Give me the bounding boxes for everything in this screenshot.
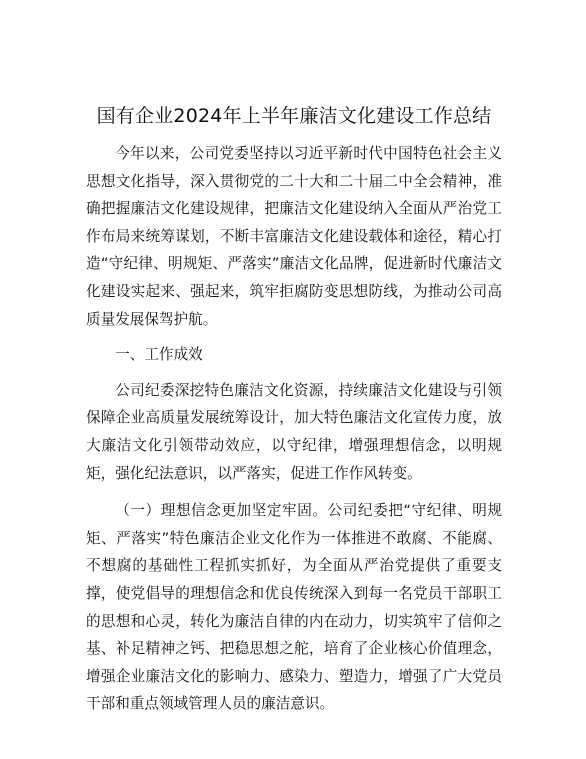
spacer — [86, 369, 502, 377]
document-title: 国有企业2024年上半年廉洁文化建设工作总结 — [96, 105, 492, 127]
subsection-paragraph-ideals: （一）理想信念更加坚定牢固。公司纪委把“守纪律、明规矩、严落实”特色廉洁企业文化作为一体推进不敢腐、不能腐、不想腐的基础性工程抓实抓好，为全面从严治党提供了重要支撑，使党倡导的理想信念和优良传统深入到每一名党员干部职工的思想和心灵，转化为廉洁自律的内在动力，切实筑牢了信仰之基、补足精神之钙、把稳思想之舵，培育了企业核心价值理念，增强企业廉洁文化的影响力、感染力、塑造力，增强了广大党员干部和重点领域管理人员的廉洁意识。 — [86, 502, 502, 713]
spacer — [86, 487, 502, 497]
spacer — [86, 333, 502, 341]
intro-paragraph: 今年以来，公司党委坚持以习近平新时代中国特色社会主义思想文化指导，深入贯彻党的二十大和二十届二中全会精神，准确把握廉洁文化建设规律，把廉洁文化建设纳入全面从严治党工作布局来统筹谋划，不断丰富廉洁文化建设载体和途径，精心打造“守纪律、明规矩、严落实”廉洁文化品牌，促进新时代廉洁文化建设实起来、强起来，筑牢拒腐防变思想防线，为推动公司高质量发展保驾护航。 — [86, 145, 502, 328]
section-heading-achievements: 一、工作成效 — [115, 346, 203, 364]
section-paragraph-achievements: 公司纪委深挖特色廉洁文化资源，持续廉洁文化建设与引领保障企业高质量发展统筹设计，加大特色廉洁文化宣传力度，放大廉洁文化引领带动效应，以守纪律，增强理想信念，以明规矩，强化纪法意识，以严落实，促进工作作风转变。 — [86, 381, 502, 482]
